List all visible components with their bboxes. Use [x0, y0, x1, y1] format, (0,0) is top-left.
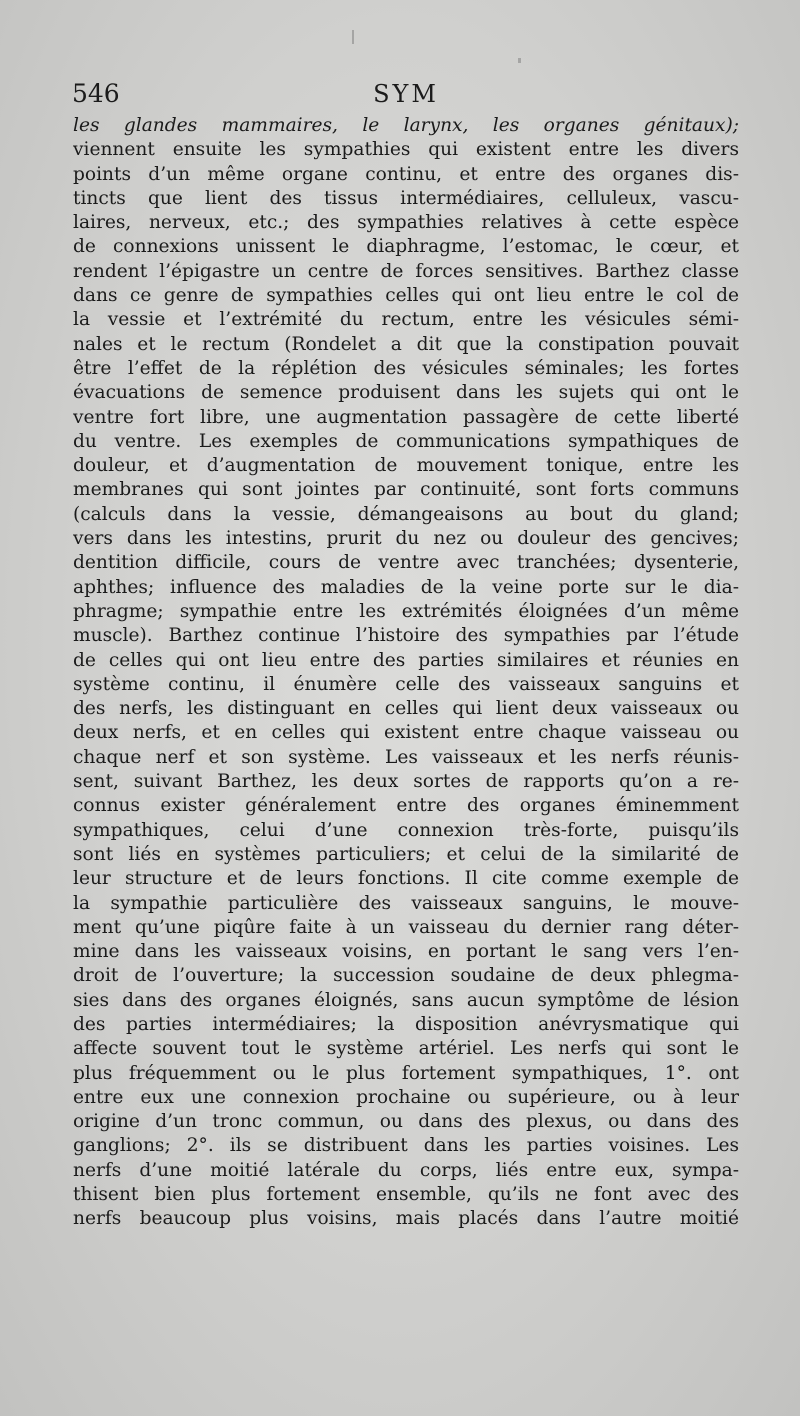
text-line: ventre fort libre, une augmentation passagère de cette liberté — [73, 406, 739, 428]
text-line: nerfs beaucoup plus voisins, mais placés dans l’autre moitié — [73, 1208, 739, 1230]
text-line: leur structure et de leurs fonctions. Il cite comme exemple de — [73, 868, 739, 890]
text-line: tincts que lient des tissus intermédiaires, celluleux, vascu- — [73, 187, 739, 209]
text-line: mine dans les vaisseaux voisins, en portant le sang vers l’en- — [73, 941, 739, 963]
text-line: membranes qui sont jointes par continuité, sont forts communs — [73, 479, 739, 501]
text-line: les glandes mammaires, le larynx, les organes génitaux); — [73, 115, 739, 136]
page-header — [72, 76, 740, 112]
text-line: aphthes; influence des maladies de la veine porte sur le dia- — [73, 576, 739, 598]
text-line: chaque nerf et son système. Les vaisseaux et les nerfs réunis- — [73, 746, 739, 768]
text-line: être l’effet de la réplétion des vésicules séminales; les fortes — [73, 357, 739, 379]
text-line: entre eux une connexion prochaine ou supérieure, ou à leur — [73, 1086, 739, 1108]
text-line: ment qu’une piqûre faite à un vaisseau du dernier rang déter- — [73, 916, 739, 938]
paper-speck — [352, 30, 354, 44]
text-line: ganglions; 2°. ils se distribuent dans les parties voisines. Les — [73, 1135, 739, 1157]
text-line: (calculs dans la vessie, démangeaisons au bout du gland; — [73, 503, 739, 525]
text-line: vers dans les intestins, prurit du nez ou douleur des gencives; — [73, 528, 739, 550]
text-line: de connexions unissent le diaphragme, l’estomac, le cœur, et — [73, 236, 739, 258]
text-line: sies dans des organes éloignés, sans aucun symptôme de lésion — [73, 989, 739, 1011]
text-line: origine d’un tronc commun, ou dans des plexus, ou dans des — [73, 1111, 739, 1133]
text-line: nales et le rectum (Rondelet a dit que la constipation pouvait — [73, 333, 739, 355]
text-line: plus fréquemment ou le plus fortement sympathiques, 1°. ont — [73, 1062, 739, 1084]
text-line: des nerfs, les distinguant en celles qui lient deux vaisseaux ou — [73, 698, 739, 720]
text-line: viennent ensuite les sympathies qui existent entre les divers — [73, 139, 739, 161]
text-line: douleur, et d’augmentation de mouvement tonique, entre les — [73, 455, 739, 477]
text-line: points d’un même organe continu, et entre des organes dis- — [73, 163, 739, 185]
text-line: des parties intermédiaires; la disposition anévrysmatique qui — [73, 1013, 739, 1035]
text-line: laires, nerveux, etc.; des sympathies relatives à cette espèce — [73, 212, 739, 234]
text-line: sympathiques, celui d’une connexion très-forte, puisqu’ils — [73, 819, 739, 841]
text-line: thisent bien plus fortement ensemble, qu’ils ne font avec des — [73, 1184, 739, 1206]
text-line: la sympathie particulière des vaisseaux sanguins, le mouve- — [73, 892, 739, 914]
text-line: dans ce genre de sympathies celles qui ont lieu entre le col de — [73, 285, 739, 307]
text-line: muscle). Barthez continue l’histoire des sympathies par l’étude — [73, 625, 739, 647]
body-text — [73, 114, 739, 1232]
text-line: rendent l’épigastre un centre de forces sensitives. Barthez classe — [73, 260, 739, 282]
text-line: du ventre. Les exemples de communications sympathiques de — [73, 430, 739, 452]
text-line: évacuations de semence produisent dans les sujets qui ont le — [73, 382, 739, 404]
text-line: droit de l’ouverture; la succession soudaine de deux phlegma- — [73, 965, 739, 987]
text-line: de celles qui ont lieu entre des parties similaires et réunies en — [73, 649, 739, 671]
text-line: phragme; sympathie entre les extrémités éloignées d’un même — [73, 600, 739, 622]
paper-speck — [518, 58, 521, 63]
running-head: SYM — [373, 80, 439, 108]
text-line: dentition difficile, cours de ventre avec tranchées; dysenterie, — [73, 552, 739, 574]
text-line: nerfs d’une moitié latérale du corps, liés entre eux, sympa- — [73, 1159, 739, 1181]
text-line: affecte souvent tout le système artériel. Les nerfs qui sont le — [73, 1038, 739, 1060]
text-line: la vessie et l’extrémité du rectum, entre les vésicules sémi- — [73, 309, 739, 331]
text-line: sent, suivant Barthez, les deux sortes de rapports qu’on a re- — [73, 771, 739, 793]
text-line: deux nerfs, et en celles qui existent entre chaque vaisseau ou — [73, 722, 739, 744]
text-line: système continu, il énumère celle des vaisseaux sanguins et — [73, 673, 739, 695]
page-number: 546 — [72, 79, 120, 108]
text-line: connus exister généralement entre des organes éminemment — [73, 795, 739, 817]
text-line: sont liés en systèmes particuliers; et celui de la similarité de — [73, 843, 739, 865]
